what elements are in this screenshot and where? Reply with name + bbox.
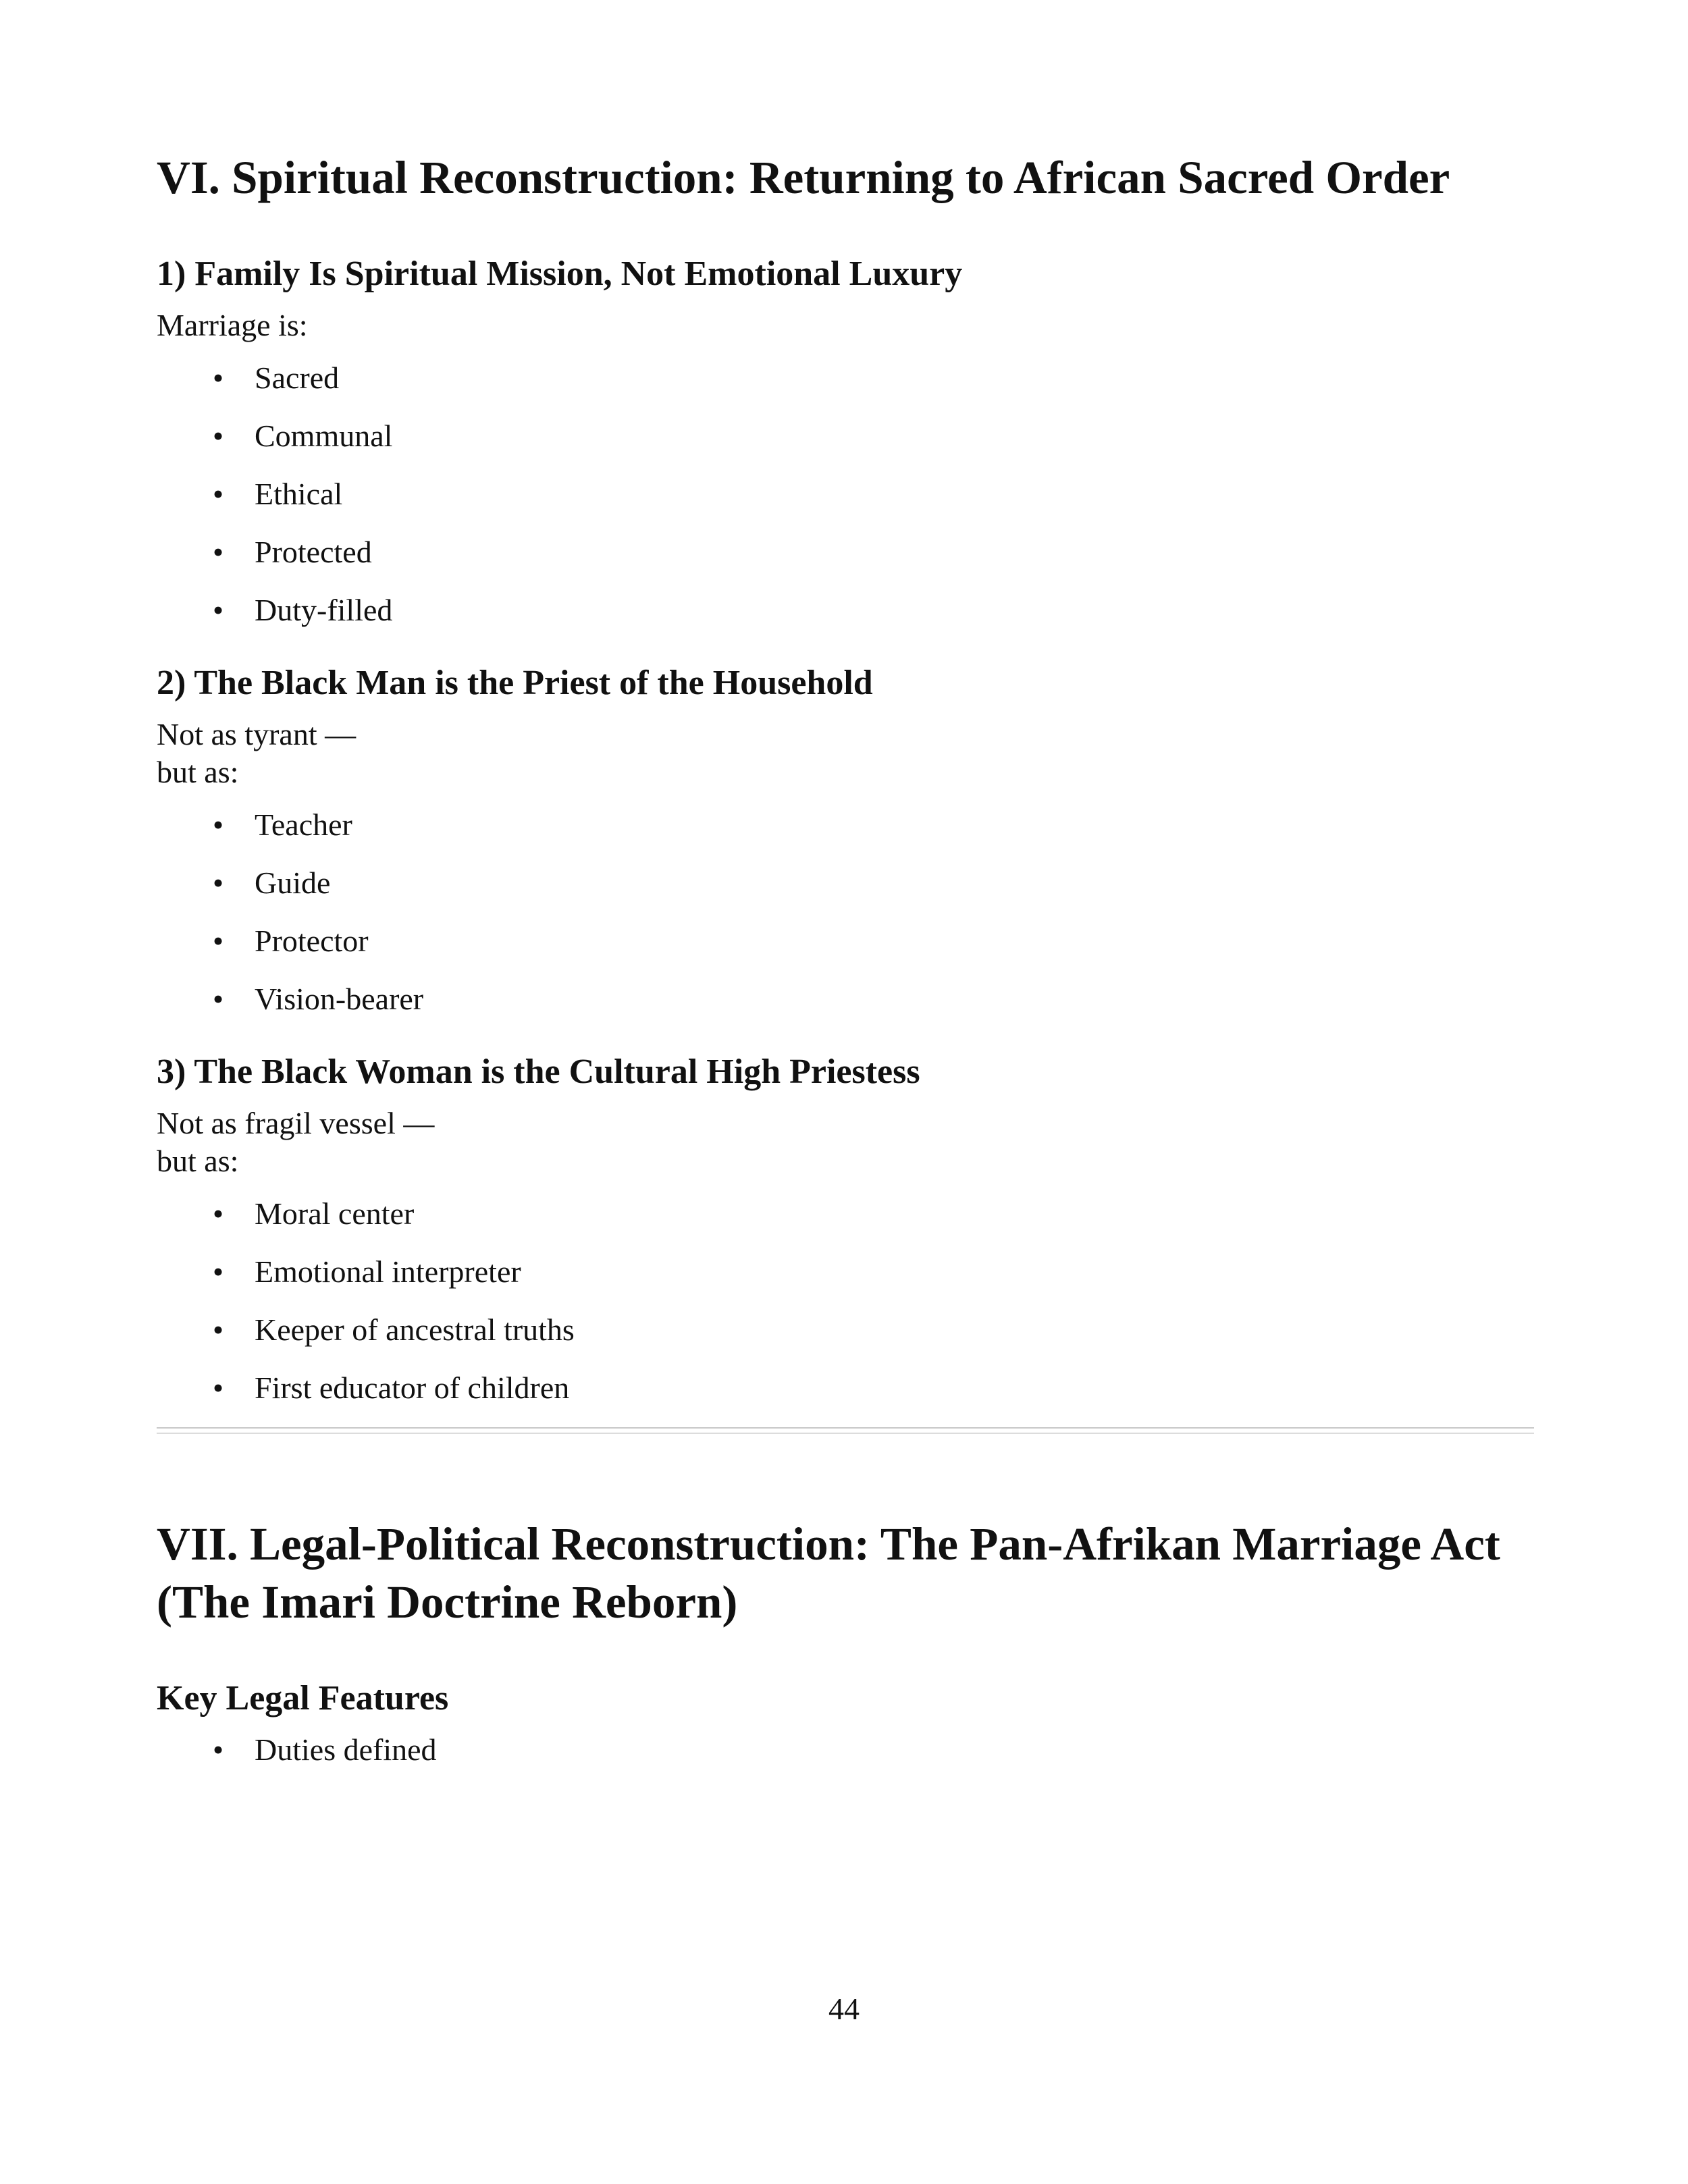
- list-item: [157, 806, 1534, 844]
- bullet-icon: •: [213, 807, 224, 842]
- page-number: 44: [828, 1992, 860, 2026]
- list-item-text: Emotional interpreter: [255, 1254, 521, 1289]
- list-item-text: Teacher: [255, 807, 352, 842]
- list-item: [157, 1311, 1534, 1349]
- bullet-icon: •: [213, 1370, 224, 1405]
- bullet-icon: •: [213, 477, 224, 511]
- list-item: [157, 1369, 1534, 1407]
- list-item: [157, 359, 1534, 397]
- list-item-text: Communal: [255, 419, 393, 453]
- list-item: [157, 1195, 1534, 1233]
- list-item-text: Duties defined: [255, 1732, 437, 1767]
- list-item: [157, 1253, 1534, 1291]
- list-item: [157, 533, 1534, 571]
- intro-line-2: but as:: [157, 755, 239, 789]
- subsection-2-heading: 2) The Black Man is the Priest of the Household: [157, 664, 873, 702]
- subsection-2-list: [157, 806, 1534, 1018]
- list-item-text: Moral center: [255, 1196, 415, 1231]
- list-item-text: Protector: [255, 924, 369, 958]
- list-item: [157, 475, 1534, 513]
- list-item-text: Guide: [255, 865, 331, 900]
- list-item: [157, 417, 1534, 455]
- bullet-icon: •: [213, 982, 224, 1016]
- subsection-1-intro: Marriage is:: [157, 308, 308, 342]
- horizontal-rule: [157, 1427, 1534, 1434]
- section-7-title: VII. Legal-Political Reconstruction: The Pan-Afrikan Marriage Act (The Imari Doctrine Reborn): [157, 1518, 1500, 1628]
- subsection-3-list: [157, 1195, 1534, 1407]
- bullet-icon: •: [213, 924, 224, 958]
- bullet-icon: •: [213, 1312, 224, 1347]
- list-item-text: Vision-bearer: [255, 982, 424, 1016]
- key-legal-features-list: [157, 1731, 1534, 1769]
- bullet-icon: •: [213, 535, 224, 569]
- list-item: [157, 864, 1534, 902]
- bullet-icon: •: [213, 593, 224, 627]
- list-item: [157, 922, 1534, 960]
- subsection-key-legal-features-heading: Key Legal Features: [157, 1679, 449, 1717]
- list-item-text: Sacred: [255, 361, 340, 395]
- list-item-text: Ethical: [255, 477, 343, 511]
- bullet-icon: •: [213, 1254, 224, 1289]
- subsection-3-intro: [157, 1104, 1534, 1180]
- page-content: [157, 149, 1534, 1789]
- bullet-icon: •: [213, 865, 224, 900]
- list-item-text: Duty-filled: [255, 593, 393, 627]
- intro-line-1: Not as tyrant —: [157, 717, 357, 751]
- subsection-2-intro: [157, 716, 1534, 791]
- bullet-icon: •: [213, 419, 224, 453]
- bullet-icon: •: [213, 1732, 224, 1767]
- list-item-text: Keeper of ancestral truths: [255, 1312, 575, 1347]
- subsection-1-heading: 1) Family Is Spiritual Mission, Not Emotional Luxury: [157, 255, 963, 293]
- intro-line-2: but as:: [157, 1144, 239, 1178]
- list-item-text: Protected: [255, 535, 372, 569]
- subsection-3-heading: 3) The Black Woman is the Cultural High Priestess: [157, 1053, 920, 1091]
- list-item: [157, 1731, 1534, 1769]
- list-item: [157, 591, 1534, 629]
- subsection-1-list: [157, 359, 1534, 629]
- list-item: [157, 980, 1534, 1018]
- bullet-icon: •: [213, 361, 224, 395]
- bullet-icon: •: [213, 1196, 224, 1231]
- list-item-text: First educator of children: [255, 1370, 570, 1405]
- section-6-title: VI. Spiritual Reconstruction: Returning to African Sacred Order: [157, 152, 1450, 203]
- intro-line-1: Not as fragil vessel —: [157, 1106, 435, 1140]
